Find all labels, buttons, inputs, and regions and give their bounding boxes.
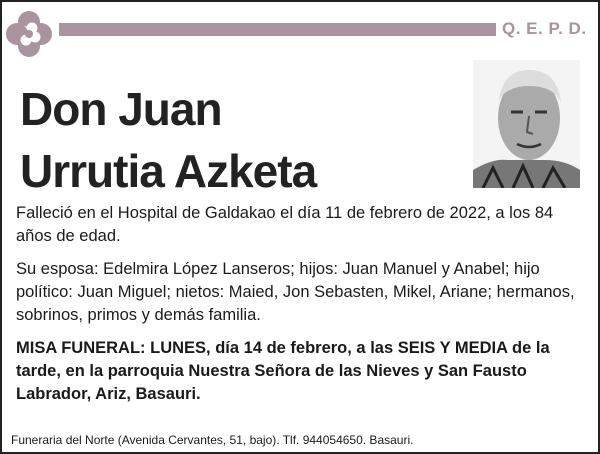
funeral-paragraph: MISA FUNERAL: LUNES, día 14 de febrero, a las SEIS Y MEDIA de la tarde, en la parroquia Nuestra Señora de las Nieves y San Fausto Labrador, Ariz, Basauri.	[16, 339, 550, 403]
name-line-1: Don Juan	[20, 83, 222, 135]
deceased-photo	[473, 60, 580, 188]
family-paragraph: Su esposa: Edelmira López Lanseros; hijos: Juan Manuel y Anabel; hijo político: Juan Miguel; nietos: Maied, Jon Sebasten, Mikel, Ariane; hermanos, sobrinos, primos y demás familia.	[16, 260, 575, 324]
notice-body	[16, 202, 576, 416]
death-paragraph: Falleció en el Hospital de Galdakao el día 11 de febrero de 2022, a los 84 años de edad.	[16, 204, 554, 245]
lauburu-icon	[3, 8, 55, 60]
name-line-2: Urrutia Azketa	[20, 145, 317, 197]
deceased-name	[20, 78, 316, 202]
funeral-home-info: Funeraria del Norte (Avenida Cervantes, 51, bajo). Tlf. 944054650. Basauri.	[11, 433, 414, 447]
qepd-label: Q. E. P. D.	[502, 19, 587, 38]
header-bar	[59, 23, 496, 36]
